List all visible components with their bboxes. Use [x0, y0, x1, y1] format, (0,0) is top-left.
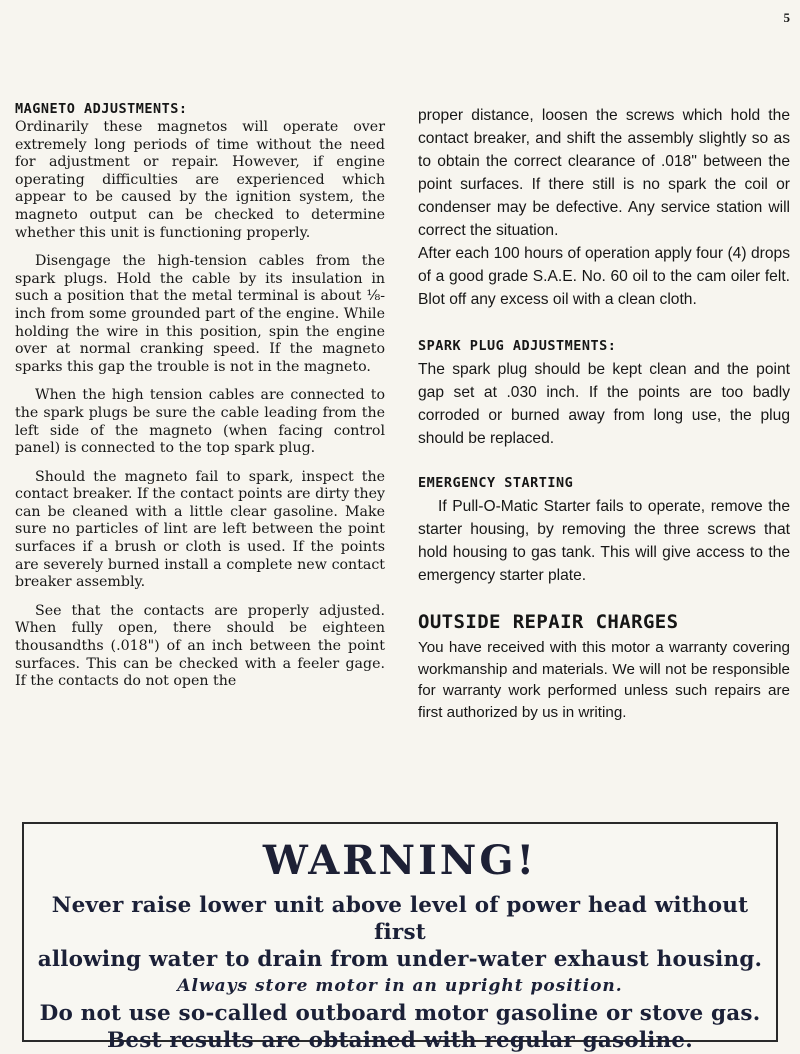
oil-paragraph: After each 100 hours of operation apply four (4) drops of a good grade S.A.E. No. 60 oil to the cam oiler felt. Blot off any excess oil with a clean cloth.: [418, 245, 790, 308]
magneto-paragraph-3: When the high tension cables are connected to the spark plugs be sure the cable leading from the left side of the magneto (when facing control panel) is connected to the top spark plug.: [15, 387, 385, 457]
page-number: 5: [783, 10, 790, 25]
magneto-paragraph-5: See that the contacts are properly adjusted. When fully open, there should be eighteen thousandths (.018") of an inch between the point surfaces. This can be checked with a feeler gage. If the contacts do not open the: [15, 602, 385, 690]
warning-line-5: Best results are obtained with regular gasoline.: [107, 1028, 693, 1053]
repair-charges-paragraph: You have received with this motor a warranty covering workmanship and materials. We will not be responsible for warranty work performed unless such repairs are first authorized by us in writing.: [418, 639, 790, 721]
spark-plug-paragraph: The spark plug should be kept clean and the point gap set at .030 inch. If the points are too badly corroded or burned away from long use, the plug should be replaced.: [418, 361, 790, 447]
magneto-paragraph-4: Should the magneto fail to spark, inspect the contact breaker. If the contact points are dirty they can be cleaned with a little clear gasoline. Make sure no particles of lint are left between the point surfaces if a brush or cloth is used. If the points are severely burned install a complete new contact breaker assembly.: [15, 468, 385, 591]
warning-line-4: Do not use so-called outboard motor gasoline or stove gas.: [39, 1001, 761, 1026]
magneto-paragraph-2: Disengage the high-tension cables from the spark plugs. Hold the cable by its insulation in such a position that the metal terminal is about ⅛-inch from some grounded part of the engine. While holding the wire in this position, spin the engine over at normal cranking speed. If the magneto sparks this gap the trouble is not in the magneto.: [15, 253, 385, 375]
emergency-starting-heading: EMERGENCY STARTING: [418, 475, 574, 491]
repair-charges-heading: OUTSIDE REPAIR CHARGES: [418, 611, 679, 633]
warning-line-1: Never raise lower unit above level of power head without first: [51, 893, 749, 945]
warning-line-2: allowing water to drain from under-water exhaust housing.: [37, 947, 763, 972]
contact-breaker-continuation: proper distance, loosen the screws which hold the contact breaker, and shift the assembly slightly so as to obtain the correct clearance of .018" between the point surfaces. If there still is no spark the coil or condenser may be defective. Any service station will correct the situation.: [418, 107, 790, 239]
right-column: [418, 104, 790, 723]
warning-title: WARNING!: [262, 837, 538, 884]
spark-plug-heading: SPARK PLUG ADJUSTMENTS:: [418, 338, 617, 354]
warning-line-3: Always store motor in an upright position.: [177, 976, 623, 996]
warning-box: [22, 822, 778, 1053]
magneto-heading: MAGNETO ADJUSTMENTS:: [15, 101, 188, 117]
left-column: [15, 100, 385, 702]
magneto-paragraph-1: Ordinarily these magnetos will operate over extremely long periods of time without the need for adjustment or repair. However, if engine operating difficulties are experienced which appear to be caused by the ignition system, the magneto output can be checked to determine whether this unit is functioning properly.: [15, 119, 385, 241]
emergency-starting-paragraph: If Pull-O-Matic Starter fails to operate, remove the starter housing, by removing the three screws that hold housing to gas tank. This will give access to the emergency starter plate.: [418, 498, 790, 584]
